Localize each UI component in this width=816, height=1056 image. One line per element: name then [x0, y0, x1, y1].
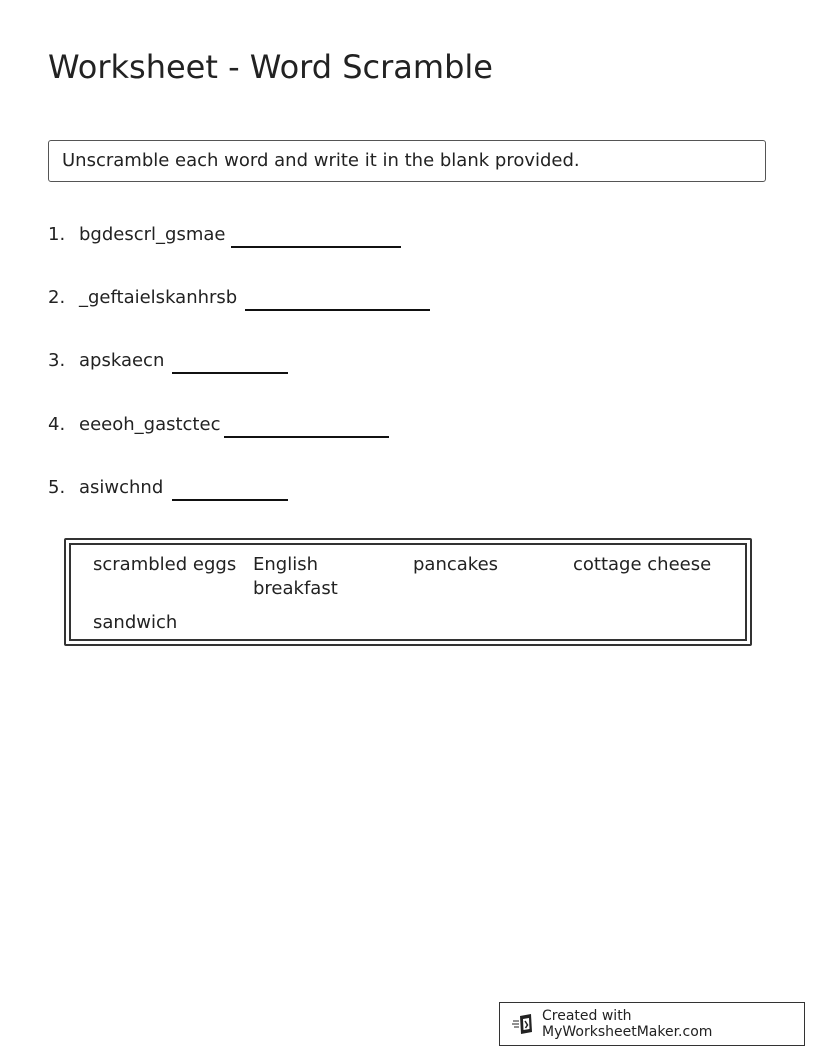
- question-item: [48, 475, 748, 505]
- question-number: 3.: [48, 350, 66, 371]
- answer-blank[interactable]: [245, 309, 430, 311]
- word-bank-item: pancakes: [413, 554, 499, 575]
- word-bank: [64, 538, 752, 646]
- scrambled-word: apskaecn: [79, 350, 165, 371]
- word-bank-item: English breakfast: [253, 554, 338, 599]
- answer-blank[interactable]: [172, 499, 288, 501]
- word-bank-item: sandwich: [93, 612, 178, 633]
- question-number: 5.: [48, 477, 66, 498]
- worksheet-maker-logo-icon: [512, 1013, 534, 1035]
- question-number: 4.: [48, 414, 66, 435]
- footer-credit[interactable]: [499, 1002, 805, 1046]
- question-number: 2.: [48, 287, 66, 308]
- word-bank-item: scrambled eggs: [93, 554, 237, 575]
- question-item: [48, 348, 748, 378]
- answer-blank[interactable]: [231, 246, 401, 248]
- answer-blank[interactable]: [172, 372, 288, 374]
- instructions-box: [48, 140, 766, 182]
- question-item: [48, 222, 748, 252]
- scrambled-word: bgdescrl_gsmae: [79, 224, 226, 245]
- question-number: 1.: [48, 224, 66, 245]
- worksheet-title: Worksheet - Word Scramble: [48, 48, 493, 86]
- answer-blank[interactable]: [224, 436, 389, 438]
- scrambled-word: _geftaielskanhrsb: [79, 287, 238, 308]
- question-item: [48, 412, 748, 442]
- scrambled-word: asiwchnd: [79, 477, 164, 498]
- instructions-text: Unscramble each word and write it in the blank provided.: [62, 150, 580, 171]
- footer-text: Created with MyWorksheetMaker.com: [542, 1008, 713, 1040]
- scrambled-word: eeeoh_gastctec: [79, 414, 221, 435]
- word-bank-item: cottage cheese: [573, 554, 712, 575]
- question-item: [48, 285, 748, 315]
